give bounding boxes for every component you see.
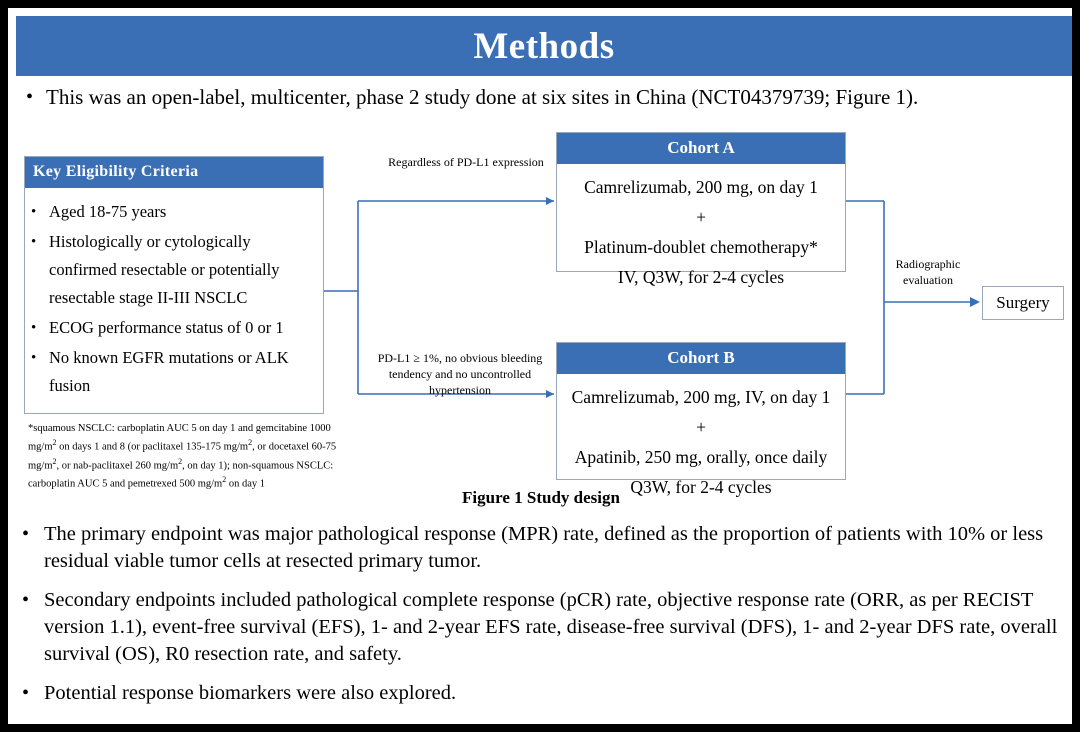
cohort-b-box	[556, 342, 846, 497]
eligibility-item-text: Histologically or cytologically confirmed resectable or potentially resectable stage II-III NSCLC	[49, 232, 280, 307]
cohort-b-header: Cohort B	[557, 343, 845, 374]
cohort-b-line: +	[696, 417, 706, 437]
lead-bullet-text: This was an open-label, multicenter, phase 2 study done at six sites in China (NCT04379739; Figure 1).	[46, 85, 919, 109]
list-item	[31, 314, 315, 342]
cohort-a-box	[556, 132, 846, 287]
eligibility-criteria-box	[24, 156, 324, 414]
list-item	[22, 521, 1062, 575]
annotation-bottom-branch: PD-L1 ≥ 1%, no obvious bleeding tendency and no uncontrolled hypertension	[377, 351, 543, 397]
eligibility-header: Key Eligibility Criteria	[25, 157, 323, 188]
figure-caption: Figure 1 Study design	[462, 488, 620, 507]
cohort-a-line: +	[696, 207, 706, 227]
bullet-marker: •	[31, 350, 37, 366]
cohort-b-line: Q3W, for 2-4 cycles	[630, 477, 772, 497]
list-item	[22, 680, 1062, 707]
cohort-a-header: Cohort A	[557, 133, 845, 164]
eligibility-list	[25, 188, 323, 406]
annotation-radiographic-evaluation: Radiographic evaluation	[895, 257, 961, 287]
bullet-marker: •	[31, 234, 37, 250]
body-bullet-text: The primary endpoint was major pathological response (MPR) rate, defined as the proportion of patients with 10% or less residual viable tumor cells at resected primary tumor.	[44, 523, 1044, 572]
slide-canvas	[8, 8, 1072, 724]
study-design-figure	[18, 126, 1064, 511]
cohort-b-line: Apatinib, 250 mg, orally, once daily	[574, 447, 828, 467]
cohort-a-line: Camrelizumab, 200 mg, on day 1	[584, 177, 818, 197]
page-title: Methods	[16, 16, 1072, 76]
bullet-marker: •	[31, 204, 37, 220]
cohort-b-line: Camrelizumab, 200 mg, IV, on day 1	[571, 387, 831, 407]
cohort-a-line: IV, Q3W, for 2-4 cycles	[617, 267, 785, 287]
body-bullet-text: Secondary endpoints included pathological complete response (pCR) rate, objective response rate (ORR, as per RECIST version 1.1), event-free survival (EFS), 1- and 2-year EFS rate, disease-free survival (DFS), 1- and 2-year DFS rate, overall survival (OS), R0 resection rate, and safety.	[44, 589, 1058, 665]
list-item	[22, 587, 1062, 668]
surgery-box: Surgery	[982, 286, 1064, 320]
chemotherapy-footnote: *squamous NSCLC: carboplatin AUC 5 on day 1 and gemcitabine 1000 $mg/m^2$ on days 1 and 8 (or paclitaxel 135-175 $mg/m^2$, or docetaxel 60-75 $mg/m^2$, or nab-paclitaxel 260 $mg/m^2$, on day 1); non-squamous NSCLC: carboplatin AUC 5 and pemetrexed 500 $mg/m^2$ on day 1	[28, 423, 337, 490]
body-bullet-list	[22, 521, 1062, 719]
list-item	[31, 228, 315, 312]
cohort-a-body	[557, 164, 845, 300]
eligibility-item-text: No known EGFR mutations or ALK fusion	[49, 348, 289, 395]
lead-bullet	[26, 84, 1056, 110]
eligibility-item-text: Aged 18-75 years	[49, 202, 167, 221]
bullet-marker: •	[22, 589, 30, 611]
bullet-marker: •	[22, 682, 30, 704]
cohort-a-line: Platinum-doublet chemotherapy*	[584, 237, 818, 257]
annotation-top-branch: Regardless of PD-L1 expression	[388, 155, 544, 169]
bullet-marker: •	[26, 86, 34, 108]
list-item	[31, 344, 315, 400]
bullet-marker: •	[31, 320, 37, 336]
body-bullet-text: Potential response biomarkers were also explored.	[44, 682, 457, 704]
bullet-marker: •	[22, 523, 30, 545]
list-item	[31, 198, 315, 226]
eligibility-item-text: ECOG performance status of 0 or 1	[49, 318, 284, 337]
